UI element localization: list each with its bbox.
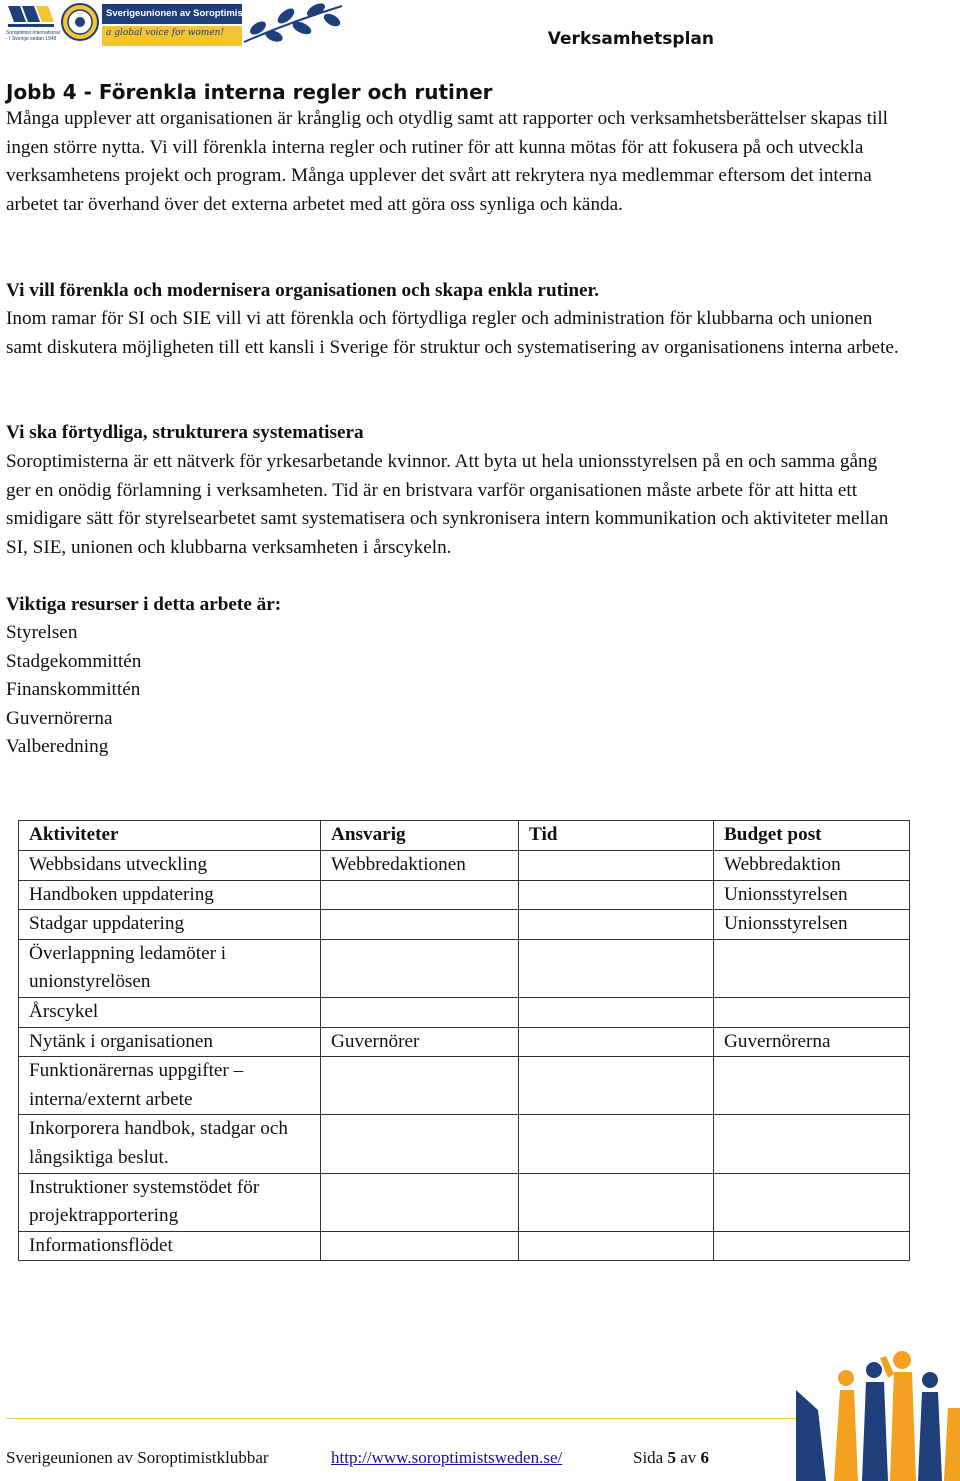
list-item: Valberedning <box>6 736 109 758</box>
table-cell <box>519 851 714 881</box>
column-header-activities: Aktiviteter <box>19 821 321 851</box>
table-cell <box>519 910 714 940</box>
column-header-budget: Budget post <box>714 821 910 851</box>
table-row <box>19 851 910 881</box>
table-cell <box>321 939 519 997</box>
table-cell <box>519 1231 714 1261</box>
activities-table <box>18 820 910 1261</box>
table-row <box>19 939 910 997</box>
list-item: Styrelsen <box>6 622 78 643</box>
table-cell: Funktionärernas uppgifter – interna/externt arbete <box>19 1057 321 1115</box>
table-row <box>19 910 910 940</box>
table-cell: Unionsstyrelsen <box>714 880 910 910</box>
column-header-time: Tid <box>519 821 714 851</box>
table-cell: Webbredaktion <box>714 851 910 881</box>
document-title: Verksamhetsplan <box>547 29 714 49</box>
table-cell: Årscykel <box>19 997 321 1027</box>
page-sep: av <box>680 1448 697 1467</box>
table-cell: Inkorporera handbok, stadgar och långsiktiga beslut. <box>19 1115 321 1173</box>
table-row <box>19 1115 910 1173</box>
table-cell <box>321 1115 519 1173</box>
table-cell: Nytänk i organisationen <box>19 1027 321 1057</box>
table-cell: Överlappning ledamöter i unionstyrelösen <box>19 939 321 997</box>
table-row <box>19 880 910 910</box>
table-cell: Instruktioner systemstödet för projektrapportering <box>19 1173 321 1231</box>
footer-divider <box>6 1418 806 1419</box>
simplify-paragraph: Inom ramar för SI och SIE vill vi att förenkla och förtydliga regler och administration för klubbarna och unionen samt diskutera möjligheten till ett kansli i Sverige för struktur och systematisering av organisationens interna arbete. <box>6 308 899 358</box>
table-row <box>19 1231 910 1261</box>
table-cell: Informationsflödet <box>19 1231 321 1261</box>
table-cell <box>714 1231 910 1261</box>
page-prefix: Sida <box>633 1448 664 1467</box>
table-header-row <box>19 821 910 851</box>
table-cell <box>714 1057 910 1115</box>
si-small-text: Soroptimist International · I Sverige sedan 1948 <box>6 30 60 42</box>
table-cell <box>321 910 519 940</box>
table-cell <box>519 1115 714 1173</box>
footer-org: Sverigeunionen av Soroptimistklubbar <box>6 1448 269 1467</box>
table-cell <box>714 997 910 1027</box>
table-cell: Stadgar uppdatering <box>19 910 321 940</box>
structure-paragraph: Soroptimisterna är ett nätverk för yrkesarbetande kvinnor. Att byta ut hela unionsstyrelsen på en och samma gång ger en onödig förlamning i verksamheten. Tid är en bristvara varför organisationen måste arbete för att hitta ett smidigare sätt för styrelsearbetet samt systematisera och synkronisera intern kommunikation och aktiviteter mellan SI, SIE, unionen och klubbarna verksamheten i årscykeln. <box>6 451 889 558</box>
table-cell: Guvernörerna <box>714 1027 910 1057</box>
table-cell <box>714 1173 910 1231</box>
subheading-simplify: Vi vill förenkla och modernisera organisationen och skapa enkla rutiner. <box>6 280 600 301</box>
table-cell: Unionsstyrelsen <box>714 910 910 940</box>
column-header-responsible: Ansvarig <box>321 821 519 851</box>
header-logo <box>6 2 340 48</box>
table-cell <box>321 880 519 910</box>
page-total: 6 <box>700 1448 710 1467</box>
page-number <box>633 1447 709 1469</box>
table-cell: Webbsidans utveckling <box>19 851 321 881</box>
logo-tagline: a global voice for women! <box>106 28 225 38</box>
table-cell <box>519 1057 714 1115</box>
table-cell <box>519 997 714 1027</box>
leaf-branch-icon <box>240 2 346 48</box>
list-item: Stadgekommittén <box>6 650 142 672</box>
list-item: Guvernörerna <box>6 707 113 729</box>
table-cell <box>519 1027 714 1057</box>
intro-paragraph: Många upplever att organisationen är krånglig och otydlig samt att rapporter och verksamhetsberättelser skapas till ingen större nytta. Vi vill förenkla interna regler och rutiner för att kunna mötas för att fokusera på och utveckla verksamhetens projekt och program. Många upplever det svårt att rekrytera nya medlemmar eftersom det interna arbetet tar överhand över det externa arbetet med att göra oss synliga och kända. <box>6 108 888 215</box>
resources-list <box>6 619 141 762</box>
union-seal-icon <box>60 2 100 42</box>
table-cell <box>714 939 910 997</box>
table-cell <box>519 939 714 997</box>
table-cell <box>519 1173 714 1231</box>
page-current: 5 <box>667 1448 676 1467</box>
table-cell <box>321 1231 519 1261</box>
table-cell <box>321 1057 519 1115</box>
section-heading: Jobb 4 - Förenkla interna regler och rutiner <box>6 80 493 104</box>
logo-banner: Sverigeunionen av Soroptimistklubbar <box>102 4 242 24</box>
table-row <box>19 997 910 1027</box>
table-cell: Handboken uppdatering <box>19 880 321 910</box>
table-cell <box>519 880 714 910</box>
table-row <box>19 1057 910 1115</box>
table-cell: Guvernörer <box>321 1027 519 1057</box>
table-cell <box>321 1173 519 1231</box>
table-cell <box>714 1115 910 1173</box>
table-row <box>19 1173 910 1231</box>
resources-heading: Viktiga resurser i detta arbete är: <box>6 594 282 615</box>
table-row <box>19 1027 910 1057</box>
table-cell <box>321 997 519 1027</box>
subheading-structure: Vi ska förtydliga, strukturera systematisera <box>6 422 364 443</box>
table-cell: Webbredaktionen <box>321 851 519 881</box>
list-item: Finanskommittén <box>6 679 141 701</box>
footer-website-link[interactable]: http://www.soroptimistsweden.se/ <box>331 1448 563 1467</box>
women-figures-icon <box>796 1350 960 1481</box>
